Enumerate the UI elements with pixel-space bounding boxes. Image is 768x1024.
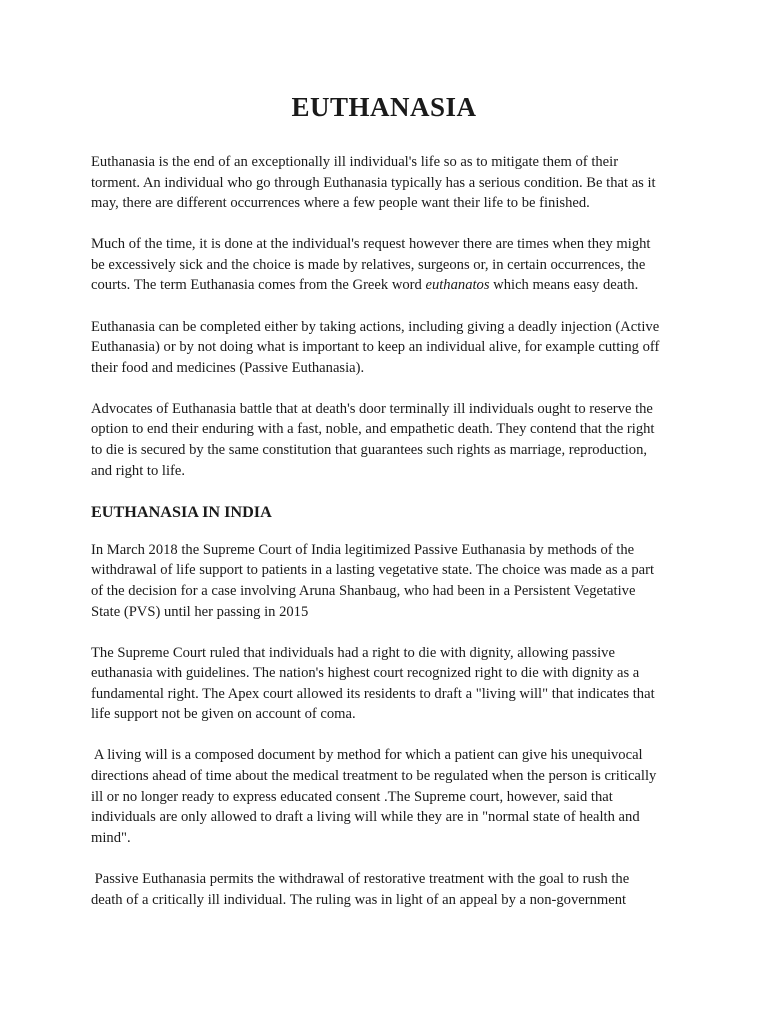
paragraph-living-will	[91, 745, 681, 848]
text-line: Euthanasia is the end of an exceptionally ill individual's life so as to mitigate them of their	[91, 154, 619, 170]
emphasized-term: euthanatos	[425, 277, 490, 294]
text-line: mind".	[91, 829, 131, 846]
paragraph-request	[91, 234, 681, 296]
text-line: ill or no longer ready to express educated consent .The Supreme court, however, said that	[91, 788, 613, 805]
paragraph-definition	[91, 152, 681, 214]
text-segment: which means easy death.	[489, 277, 639, 294]
text-line: Much of the time, it is done at the individual's request however there are times when they might	[91, 236, 651, 253]
section-heading-india: EUTHANASIA IN INDIA	[91, 502, 272, 521]
text-line: individuals are only allowed to draft a living will while they are in "normal state of health and	[91, 809, 640, 826]
text-line: directions ahead of time about the medical treatment to be regulated when the person is critically	[91, 768, 657, 785]
text-line: withdrawal of life support to patients in a lasting vegetative state. The choice was made as a part	[91, 562, 655, 579]
text-line: State (PVS) until her passing in 2015	[91, 603, 309, 620]
text-line: euthanasia with guidelines. The nation's highest court recognized right to die with dignity as a	[91, 665, 640, 682]
text-line: of the decision for a case involving Aruna Shanbaug, who had been in a Persistent Vegetative	[91, 582, 636, 599]
text-line: Euthanasia) or by not doing what is important to keep an individual alive, for example cutting off	[91, 339, 660, 356]
document-body	[91, 152, 681, 931]
text-line: Euthanasia can be completed either by taking actions, including giving a deadly injection (Active	[91, 318, 660, 335]
text-line: torment. An individual who go through Euthanasia typically has a serious condition. Be that as it	[91, 174, 656, 191]
text-line: Passive Euthanasia permits the withdrawal of restorative treatment with the goal to rush the	[91, 870, 630, 887]
text-line: A living will is a composed document by method for which a patient can give his unequivocal	[91, 747, 643, 764]
text-line: Advocates of Euthanasia battle that at death's door terminally ill individuals ought to reserve the	[91, 400, 653, 417]
text-segment: courts. The term Euthanasia comes from the Greek word	[91, 277, 426, 294]
text-line: life support not be given on account of coma.	[91, 706, 356, 723]
text-line: be excessively sick and the choice is made by relatives, surgeons or, in certain occurrences, the	[91, 256, 646, 273]
paragraph-advocates	[91, 399, 681, 481]
text-line: death of a critically ill individual. The ruling was in light of an appeal by a non-government	[91, 891, 627, 908]
text-line: to die is secured by the same constitution that guarantees such rights as marriage, reproduction,	[91, 442, 648, 459]
text-line: option to end their enduring with a fast, noble, and empathetic death. They contend that the right	[91, 421, 655, 438]
document-title: EUTHANASIA	[291, 92, 477, 122]
paragraph-types	[91, 317, 681, 379]
text-line: and right to life.	[91, 462, 186, 479]
paragraph-ruling-2018	[91, 540, 681, 622]
paragraph-dignity	[91, 643, 681, 725]
text-line: The Supreme Court ruled that individuals had a right to die with dignity, allowing passive	[91, 644, 615, 661]
text-line: fundamental right. The Apex court allowed its residents to draft a "living will" that indicates that	[91, 685, 655, 702]
paragraph-passive	[91, 869, 681, 910]
text-line-with-emphasis	[91, 275, 681, 296]
text-line: In March 2018 the Supreme Court of India legitimized Passive Euthanasia by methods of the	[91, 541, 635, 558]
text-line: their food and medicines (Passive Euthanasia).	[91, 359, 365, 376]
text-line: may, there are different occurrences where a few people want their life to be finished.	[91, 195, 590, 212]
